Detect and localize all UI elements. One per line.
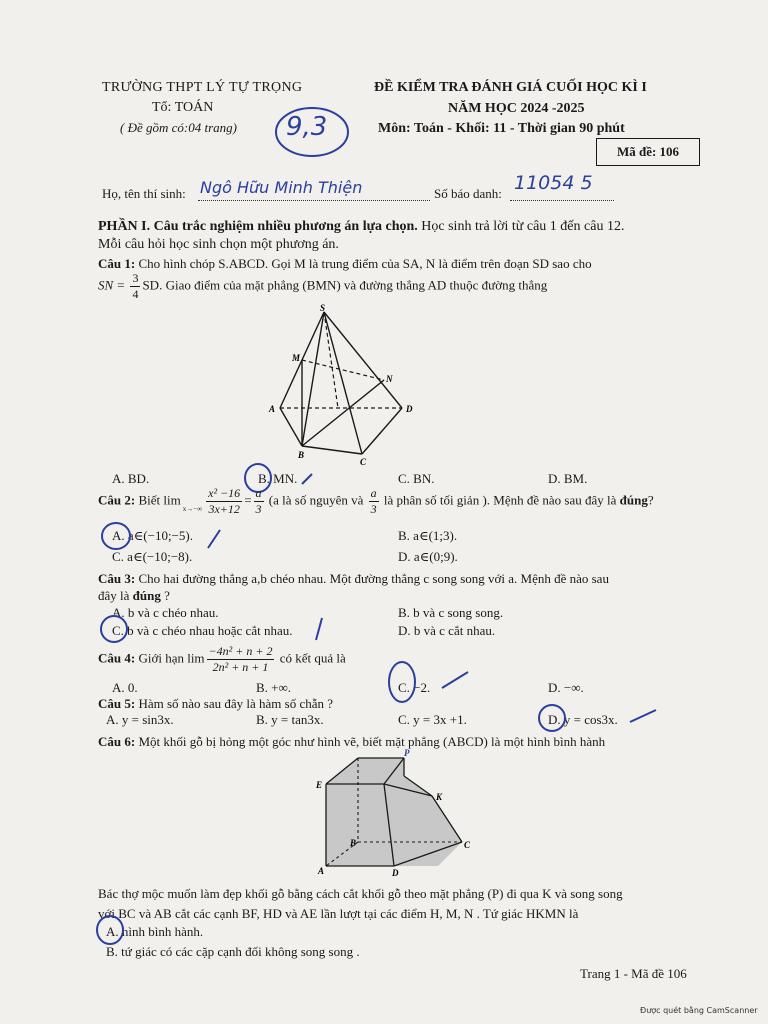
q6-option-a[interactable]: A. hình bình hành. (106, 924, 204, 939)
part1-title-line (98, 219, 624, 235)
q4-line (98, 644, 346, 675)
q5-option-a[interactable]: A. y = sin3x. (106, 712, 174, 727)
id-label: Số báo danh: (434, 186, 502, 201)
q1-num: 3 (132, 271, 139, 285)
exam-code-box: Mã đề: 106 (596, 138, 700, 166)
fig2-label-b: B (350, 838, 357, 848)
q2-line (98, 486, 654, 517)
department: Tổ: TOÁN (152, 100, 214, 115)
q3-text1: Cho hai đường thẳng a,b chéo nhau. Một đường thẳng c song song với a. Mệnh đề nào sau (135, 571, 609, 586)
school-year: NĂM HỌC 2024 -2025 (448, 101, 585, 116)
fig1-label-s: S (320, 303, 326, 313)
q3-line2 (98, 588, 170, 604)
q6-text2: Bác thợ mộc muốn làm đẹp khối gỗ bằng cách cắt khối gỗ theo mặt phẳng (P) đi qua K và song song (98, 886, 623, 901)
q4-label: Câu 4: (98, 650, 136, 666)
q2-den: 3x+12 (208, 502, 240, 516)
q3-option-c[interactable]: C. b và c chéo nhau hoặc cắt nhau. (112, 623, 293, 638)
q2-option-d[interactable]: D. a∈(0;9). (398, 549, 458, 564)
q2-option-c[interactable]: C. a∈(−10;−8). (112, 549, 193, 564)
q3-bold: đúng (132, 588, 161, 603)
page-note: ( Đề gồm có:04 trang) (120, 120, 237, 135)
q4-pre: Giới hạn lim (135, 650, 205, 666)
q5-option-c[interactable]: C. y = 3x +1. (398, 712, 467, 727)
name-label: Họ, tên thí sinh: (102, 186, 186, 201)
q2-a-num: a (255, 486, 262, 500)
subject-line: Môn: Toán - Khối: 11 - Thời gian 90 phút (378, 121, 625, 136)
student-name: Ngô Hữu Minh Thiện (200, 178, 363, 197)
q5-label: Câu 5: (98, 696, 136, 711)
q2-end: ? (647, 492, 654, 508)
q3-label: Câu 3: (98, 571, 136, 586)
q2-label: Câu 2: (98, 492, 136, 508)
q2-a-num-2: a (370, 486, 377, 500)
q5-text: Hàm số nào sau đây là hàm số chẵn ? (135, 696, 334, 711)
q6-text3: với BC và AB cắt các cạnh BF, HD và AE lần lượt tại các điểm H, M, N . Tứ giác HKMN là (98, 906, 579, 921)
fig2-label-p: P (404, 748, 410, 758)
q1-line2 (98, 271, 547, 302)
q3-option-b[interactable]: B. b và c song song. (398, 605, 504, 620)
q5-line (98, 696, 333, 712)
q2-a-den: 3 (255, 502, 262, 516)
q2-post: là phân số tối giản ). Mệnh đề nào sau đây là (380, 492, 620, 508)
fig2-label-c: C (464, 840, 471, 850)
q3-answer-mark (96, 610, 336, 646)
fig2-label-e: E (316, 780, 323, 790)
q6-label: Câu 6: (98, 734, 136, 749)
school-name: TRƯỜNG THPT LÝ TỰ TRỌNG (102, 80, 303, 95)
q2-mid: (a là số nguyên và (265, 492, 367, 508)
q1-option-b[interactable]: B. MN. (258, 471, 298, 486)
q1-text2b: SD. Giao điểm của mặt phẳng (BMN) và đường thẳng AD thuộc đường thẳng (142, 277, 548, 293)
q3-option-d[interactable]: D. b và c cắt nhau. (398, 623, 496, 638)
fig2-label-a: A (318, 866, 325, 876)
q2-pre: Biết lim (135, 492, 181, 508)
score: 9,3 (286, 112, 328, 142)
part1-title: PHẦN I. Câu trắc nghiệm nhiều phương án lựa chọn. (98, 219, 418, 234)
q2-option-a[interactable]: A. a∈(−10;−5). (112, 528, 193, 543)
exam-title: ĐỀ KIỂM TRA ĐÁNH GIÁ CUỐI HỌC KÌ I (374, 80, 647, 95)
fig1-label-b: B (298, 450, 305, 460)
q5-answer-mark (534, 700, 664, 734)
fig1-label-c: C (360, 457, 367, 467)
q4-num: −4n² + n + 2 (208, 644, 273, 658)
student-id: 11054 5 (514, 172, 593, 194)
fig1-label-m: M (292, 353, 301, 363)
part1-instr2: Mỗi câu hỏi học sinh chọn một phương án. (98, 237, 339, 252)
q5-option-b[interactable]: B. y = tan3x. (256, 712, 324, 727)
q4-option-c[interactable]: C. −2. (398, 680, 431, 695)
q6-text1: Một khối gỗ bị hỏng một góc như hình vẽ, biết mặt phẳng (ABCD) là một hình bình hành (135, 734, 606, 749)
q5-option-d[interactable]: D. y = cos3x. (548, 712, 618, 727)
fig1-label-a: A (269, 404, 276, 414)
q2-bold: đúng (619, 492, 648, 508)
q3-text2: đây là (98, 588, 133, 603)
fig1-label-d: D (406, 404, 413, 414)
q3-option-a[interactable]: A. b và c chéo nhau. (112, 605, 219, 620)
q3-end: ? (160, 588, 170, 603)
fig1-label-n: N (386, 374, 393, 384)
q2-eq: = (244, 492, 252, 508)
wood-block-figure (312, 748, 480, 882)
q2-option-b[interactable]: B. a∈(1;3). (398, 528, 458, 543)
page-footer: Trang 1 - Mã đề 106 (580, 966, 687, 981)
q2-a-den-2: 3 (370, 502, 377, 516)
q1-den: 4 (132, 287, 139, 301)
q6-answer-mark (92, 912, 132, 948)
q4-option-a[interactable]: A. 0. (112, 680, 138, 695)
pyramid-figure (258, 300, 428, 470)
q6-option-b[interactable]: B. tứ giác có các cặp cạnh đối không song song . (106, 944, 360, 959)
scanner-watermark: Được quét bằng CamScanner (640, 1006, 758, 1015)
q1-text1: Cho hình chóp S.ABCD. Gọi M là trung điểm của SA, N là điểm trên đoạn SD sao cho (135, 256, 592, 271)
q1-option-d[interactable]: D. BM. (548, 471, 588, 486)
fig2-label-d: D (392, 868, 399, 878)
q1-line1 (98, 256, 592, 272)
q4-post: có kết quả là (276, 650, 346, 666)
q1-option-a[interactable]: A. BD. (112, 471, 150, 486)
q1-option-c[interactable]: C. BN. (398, 471, 435, 486)
q4-option-d[interactable]: D. −∞. (548, 680, 584, 695)
part1-instr1: Học sinh trả lời từ câu 1 đến câu 12. (417, 219, 625, 234)
q3-line1 (98, 571, 609, 587)
q4-den: 2n² + n + 1 (212, 660, 269, 674)
q2-num: x² −16 (208, 486, 241, 500)
q1-text2a: SN = (98, 277, 129, 293)
q4-option-b[interactable]: B. +∞. (256, 680, 292, 695)
q2-sub: x→−∞ (182, 505, 203, 513)
q1-label: Câu 1: (98, 256, 136, 271)
fig2-label-k: K (436, 792, 443, 802)
q4-answer-mark (384, 656, 484, 706)
